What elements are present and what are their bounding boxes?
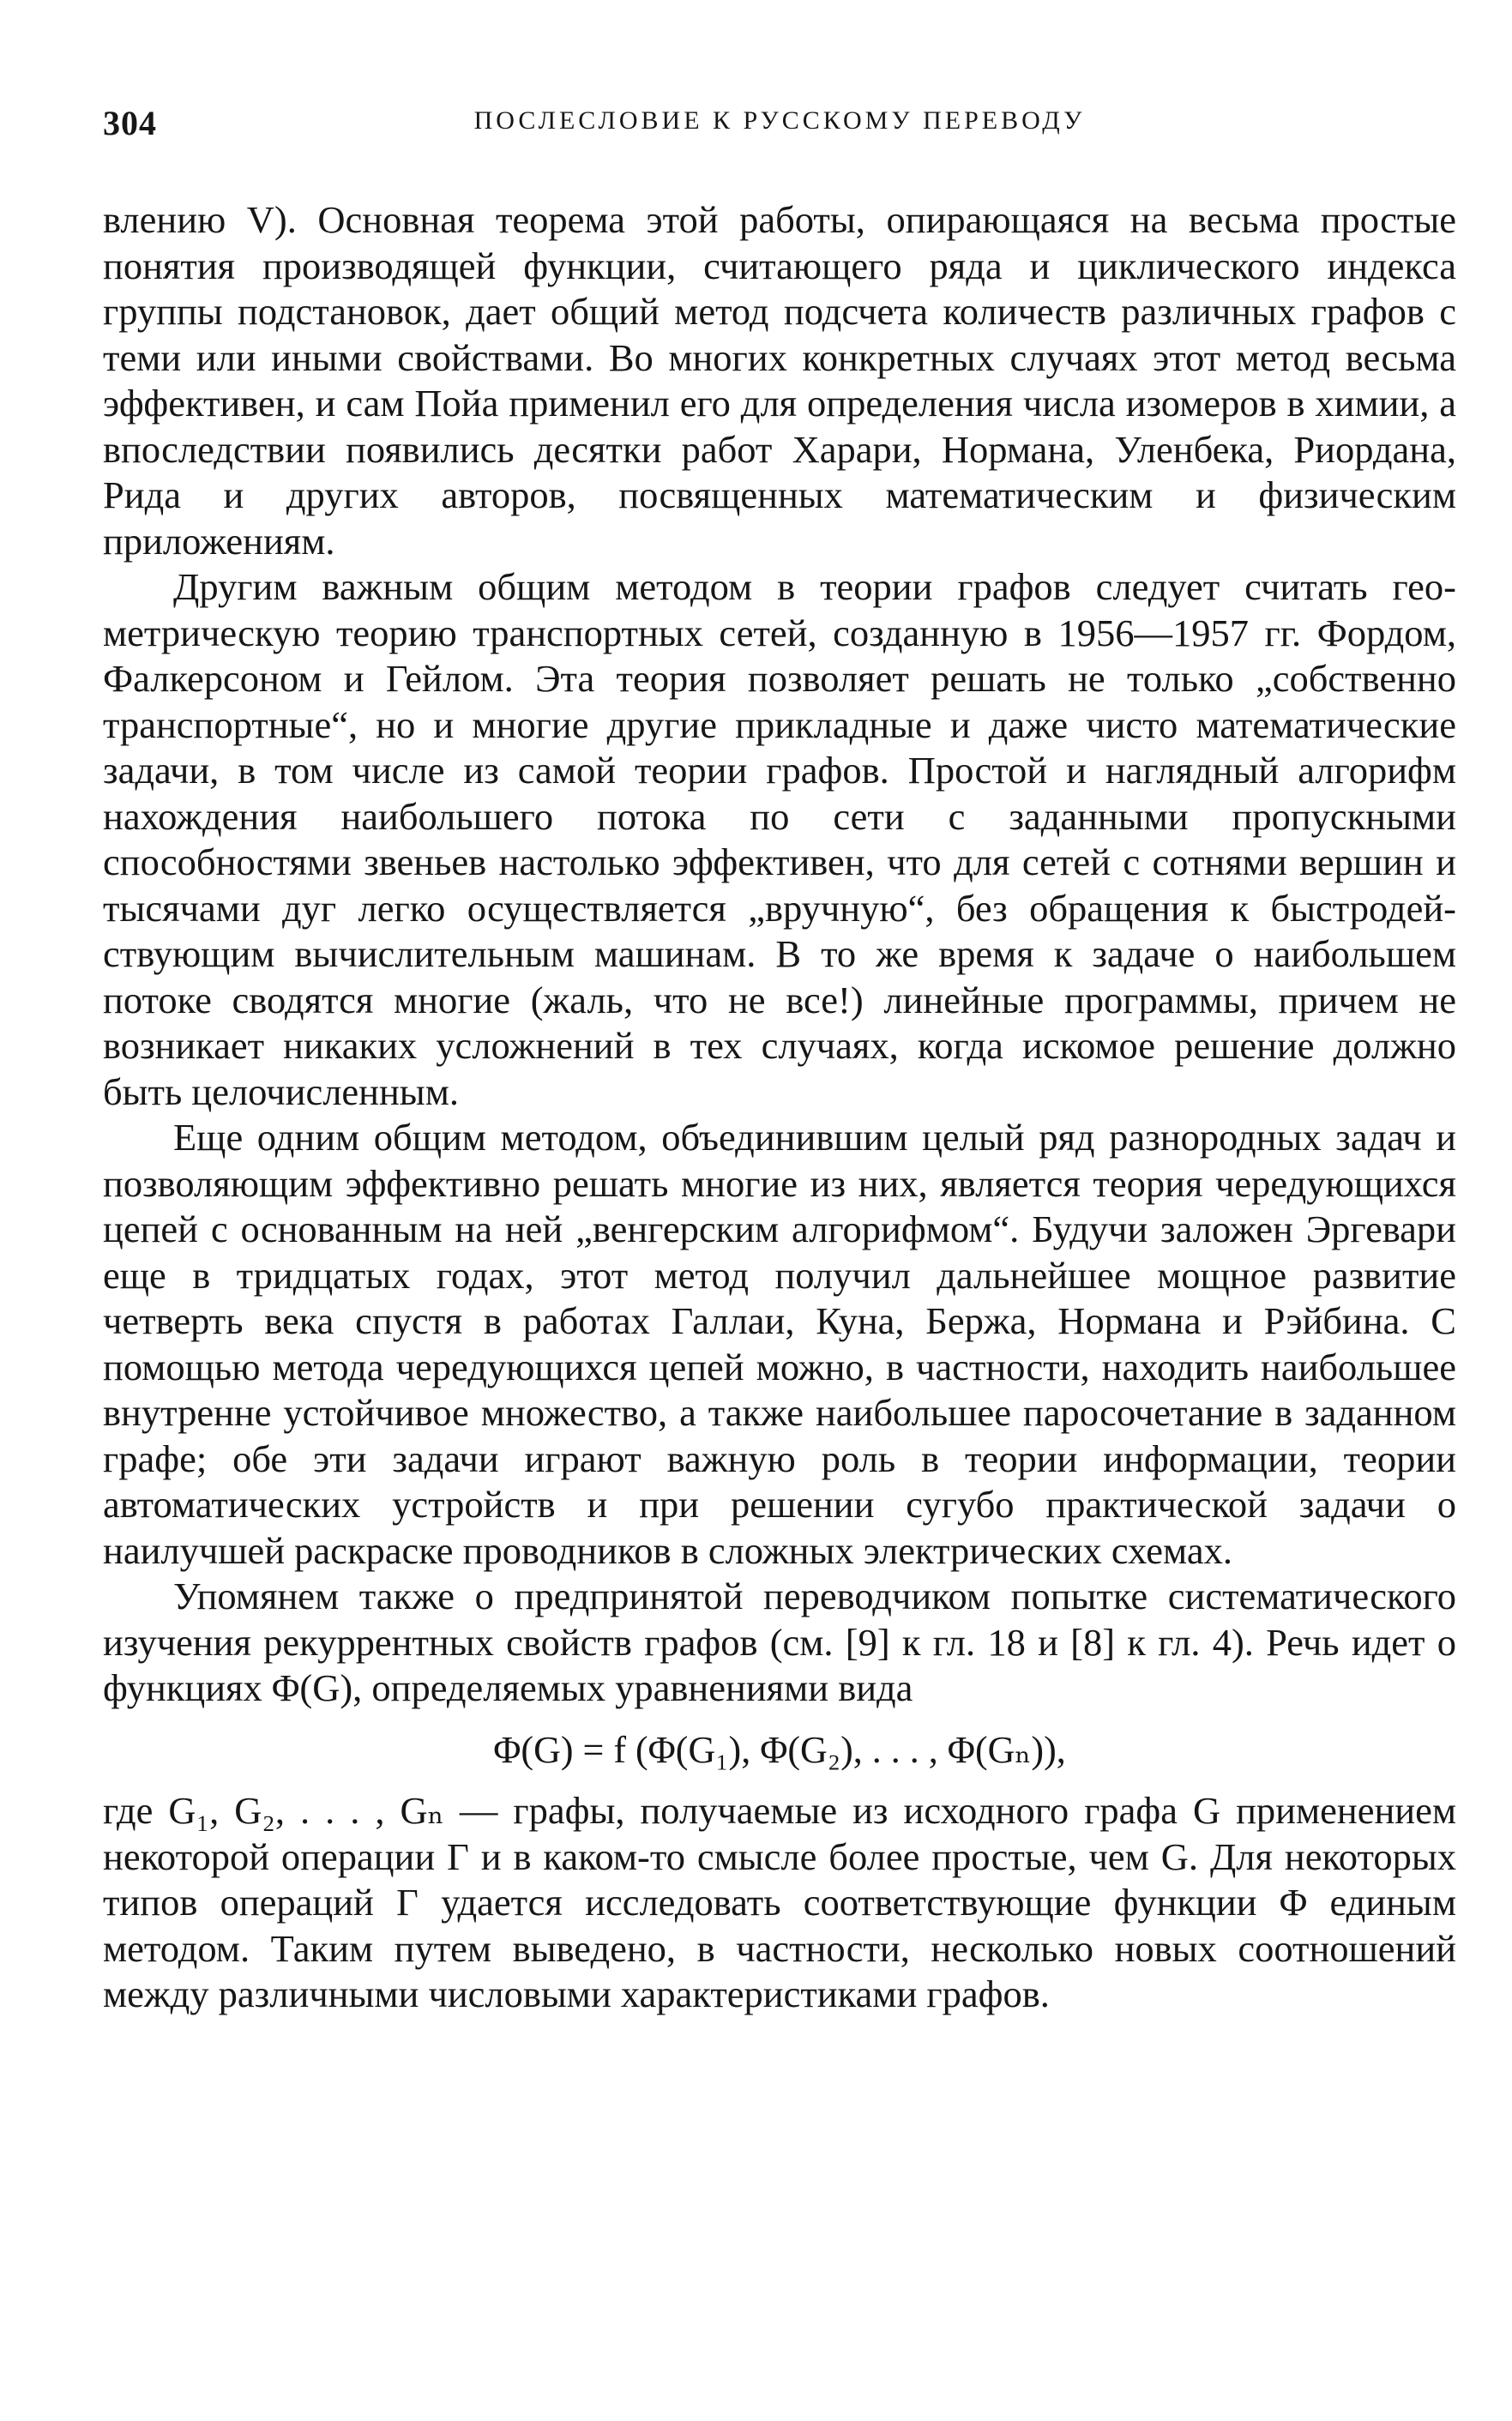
page-number: 304 <box>103 104 157 142</box>
running-head <box>103 103 1456 163</box>
running-title: ПОСЛЕСЛОВИЕ К РУССКОМУ ПЕРЕВОДУ <box>473 106 1086 135</box>
paragraph-3: Еще одним общим методом, объединившим целый ряд разнородных задач и позволяющим эффективно решать многие из них, является теория чередующихся цепей с основанным на ней „венгерским алгорифмом“. Будучи заложен Эргевари еще в тридцатых годах, этот метод получил дальнейшее мощное развитие четверть века спустя в работах Галлаи, Куна, Бержа, Нормана и Рэйбина. С помощью метода чередующихся цепей можно, в частности, находить наибольшее внутренне устойчивое множество, а также наибольшее паросочетание в заданном графе; обе эти задачи играют важную роль в теории информации, теории автоматических устройств и при решении сугубо практической задачи о наилучшей раскраске проводников в сложных электрических схемах. <box>103 1116 1456 1572</box>
formula: Φ(G) = f (Φ(G₁), Φ(G₂), . . . , Φ(Gₙ)), <box>493 1728 1066 1771</box>
paragraph-4: Упомянем также о предпринятой переводчиком попытке систематического изучения рекуррентных свойств графов (см. [9] к гл. 18 и [8] к гл. 4). Речь идет о функциях Φ(G), определяемых уравнениями вида <box>103 1575 1456 1709</box>
paragraph-2: Другим важным общим методом в теории графов следует считать геометрическую теорию транспортных сетей, созданную в 1956—1957 гг. Фордом, Фалкерсоном и Гейлом. Эта теория позволяет решать не только „собственно транспортные“, но и многие другие прикладные и даже чисто математические задачи, в том числе из самой теории графов. Простой и наглядный алгорифм нахождения наибольшего потока по сети с заданными пропускными способностями звеньев настолько эффективен, что для сетей с сотнями вершин и тысячами дуг легко осуществляется „вручную“, без обращения к быстродействующим вычислительным машинам. В то же время к задаче о наибольшем потоке сводятся многие (жаль, что не все!) линейные программы, причем не возникает никаких усложнений в тех случаях, когда искомое решение должно быть целочисленным. <box>103 565 1456 1113</box>
body-text <box>103 197 1456 2018</box>
paragraph-1: влению V). Основная теорема этой работы, опирающаяся на весьма простые понятия производящей функции, считающего ряда и циклического индекса группы подстановок, дает общий метод подсчета количеств различных графов с теми или иными свойствами. Во многих конкретных случаях этот метод весьма эффективен, и сам Пойа применил его для определения числа изомеров в химии, а впоследствии появились десятки работ Харари, Нормана, Уленбека, Риордана, Рида и других авторов, посвященных математическим и физическим приложениям. <box>103 198 1456 563</box>
paragraph-5: где G₁, G₂, . . . , Gₙ — графы, получаемые из исходного графа G применением некоторой операции Γ и в каком-то смысле более простые, чем G. Для некоторых типов операций Γ удается исследовать соответствующие функции Φ единым методом. Таким путем выведено, в частности, несколько новых соотношений между различными числовыми характеристиками графов. <box>103 1789 1456 2015</box>
book-page <box>103 103 1456 2367</box>
